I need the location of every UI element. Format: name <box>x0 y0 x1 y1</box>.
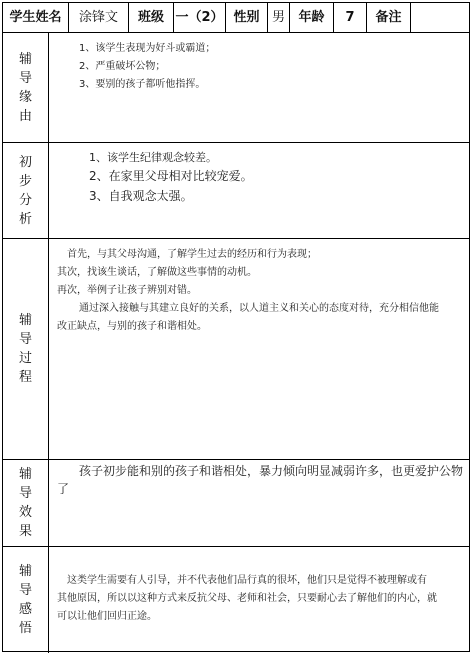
section-label: 辅导过程 <box>3 239 49 459</box>
section-label: 初步分析 <box>3 143 49 238</box>
remark-label: 备注 <box>367 3 411 33</box>
section-label: 辅导效果 <box>3 460 49 546</box>
content-line: 其他原因，所以以这种方式来反抗父母、老师和社会，只要耐心去了解他们的内心，就 <box>57 593 437 604</box>
section-analysis <box>3 143 469 239</box>
content-line: 3、自我观念太强。 <box>89 189 193 203</box>
section-content <box>49 143 469 238</box>
content-line: 2、在家里父母相对比较宠爱。 <box>89 169 253 183</box>
content-line: 其次，找该生谈话，了解做这些事情的动机。 <box>57 267 257 278</box>
header-row <box>3 3 469 33</box>
section-process <box>3 239 469 460</box>
content-line: 1、该学生纪律观念较差。 <box>89 151 217 164</box>
content-line: 改正缺点，与别的孩子和谐相处。 <box>57 321 207 332</box>
age-value: 7 <box>334 3 367 33</box>
section-effect <box>3 460 469 547</box>
class-label: 班级 <box>129 3 174 33</box>
counseling-record-table <box>2 2 470 652</box>
section-content <box>49 239 469 459</box>
content-line: 了 <box>57 482 70 496</box>
name-value: 涂锋文 <box>69 3 129 33</box>
section-reflection <box>3 547 469 653</box>
name-label: 学生姓名 <box>3 3 69 33</box>
section-content <box>49 33 469 142</box>
content-line: 3、要别的孩子都听他指挥。 <box>79 79 206 90</box>
gender-label: 性别 <box>226 3 268 33</box>
section-label: 辅导感悟 <box>3 547 49 653</box>
section-reason <box>3 33 469 143</box>
content-line: 1、该学生表现为好斗或霸道； <box>79 43 216 54</box>
content-line: 再次，举例子让孩子辨别对错。 <box>57 285 197 296</box>
content-line: 首先，与其父母沟通，了解学生过去的经历和行为表现； <box>67 249 317 260</box>
section-label: 辅导缘由 <box>3 33 49 142</box>
section-content <box>49 460 469 546</box>
remark-value <box>411 3 471 33</box>
gender-value: 男 <box>268 3 290 33</box>
content-line: 可以让他们回归正途。 <box>57 611 157 622</box>
class-value: 一（2） <box>174 3 226 33</box>
age-label: 年龄 <box>290 3 334 33</box>
section-content <box>49 547 469 653</box>
content-line: 通过深入接触与其建立良好的关系，以人道主义和关心的态度对待，充分相信他能 <box>79 303 439 314</box>
content-line: 这类学生需要有人引导，并不代表他们品行真的很坏，他们只是觉得不被理解或有 <box>67 575 427 586</box>
content-line: 2、严重破坏公物； <box>79 61 166 72</box>
content-line: 孩子初步能和别的孩子和谐相处，暴力倾向明显减弱许多，也更爱护公物 <box>79 464 464 478</box>
